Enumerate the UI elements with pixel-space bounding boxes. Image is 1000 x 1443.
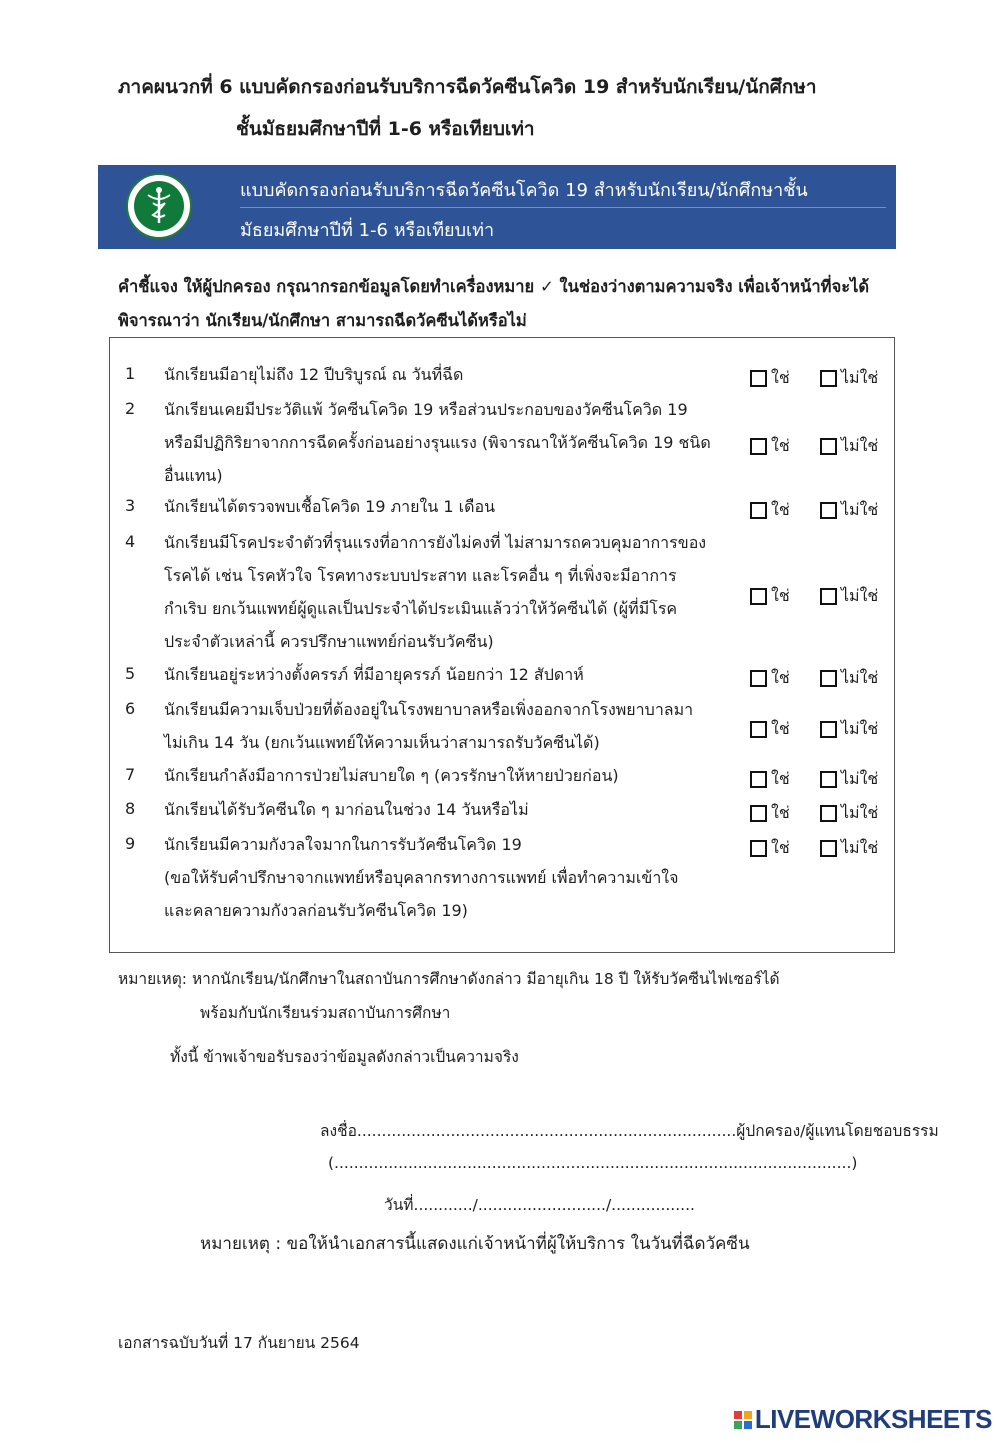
checkbox-yes[interactable] <box>750 721 767 738</box>
checkbox-no[interactable] <box>820 502 837 519</box>
option-no[interactable] <box>820 836 878 861</box>
option-no[interactable] <box>820 767 878 792</box>
checkmark-icon: ✓ <box>539 277 554 296</box>
option-no[interactable] <box>820 801 878 826</box>
question-text-line: นักเรียนอยู่ระหว่างตั้งครรภ์ ที่มีอายุครรภ์ น้อยกว่า 12 สัปดาห์ <box>164 665 584 684</box>
option-label-yes: ใช่ <box>771 368 790 387</box>
option-yes[interactable] <box>750 434 790 459</box>
question-text <box>164 490 724 523</box>
question-text-line: นักเรียนได้ตรวจพบเชื้อโควิด 19 ภายใน 1 เดือน <box>164 497 496 516</box>
question-text-line: นักเรียนมีอายุไม่ถึง 12 ปีบริบูรณ์ ณ วันที่ฉีด <box>164 365 464 384</box>
question-text-line: นักเรียนได้รับวัคซีนใด ๆ มาก่อนในช่วง 14 วันหรือไม่ <box>164 800 529 819</box>
option-no[interactable] <box>820 434 878 459</box>
option-label-no: ไม่ใช่ <box>841 436 879 455</box>
option-no[interactable] <box>820 366 878 391</box>
question-text <box>164 526 724 658</box>
ministry-of-public-health-logo-icon <box>126 173 192 239</box>
checkbox-yes[interactable] <box>750 370 767 387</box>
screening-questions-box <box>109 337 895 953</box>
option-label-yes: ใช่ <box>771 719 790 738</box>
question-text-line: (ขอให้รับคำปรึกษาจากแพทย์หรือบุคลากรทางการแพทย์ เพื่อทำความเข้าใจ <box>164 868 679 887</box>
checkbox-yes[interactable] <box>750 438 767 455</box>
option-yes[interactable] <box>750 584 790 609</box>
liveworksheets-watermark <box>734 1404 992 1435</box>
question-text-line: ไม่เกิน 14 วัน (ยกเว้นแพทย์ให้ความเห็นว่าสามารถรับวัคซีนได้) <box>164 733 600 752</box>
option-label-no: ไม่ใช่ <box>841 668 879 687</box>
banner-title-line-2: มัธยมศึกษาปีที่ 1-6 หรือเทียบเท่า <box>240 220 495 241</box>
question-number: 4 <box>125 532 136 551</box>
question-text <box>164 658 724 691</box>
document-date: เอกสารฉบับวันที่ 17 กันยายน 2564 <box>118 1334 360 1352</box>
question-text-line: หรือมีปฏิกิริยาจากการฉีดครั้งก่อนอย่างรุนแรง (พิจารณาให้วัคซีนโควิด 19 ชนิด <box>164 433 711 452</box>
instructions-line-1 <box>118 274 869 300</box>
option-yes[interactable] <box>750 666 790 691</box>
option-label-no: ไม่ใช่ <box>841 838 879 857</box>
checkbox-yes[interactable] <box>750 502 767 519</box>
question-text-line: นักเรียนมีโรคประจำตัวที่รุนแรงที่อาการยังไม่คงที่ ไม่สามารถควบคุมอาการของ <box>164 533 707 552</box>
question-number: 2 <box>125 399 136 418</box>
option-no[interactable] <box>820 717 878 742</box>
question-text-line: ประจำตัวเหล่านี้ ควรปรึกษาแพทย์ก่อนรับวัคซีน) <box>164 632 494 651</box>
question-number: 7 <box>125 765 136 784</box>
question-text-line: และคลายความกังวลก่อนรับวัคซีนโควิด 19) <box>164 901 468 920</box>
question-text <box>164 693 724 759</box>
option-label-no: ไม่ใช่ <box>841 719 879 738</box>
question-number: 1 <box>125 364 136 383</box>
checkbox-no[interactable] <box>820 771 837 788</box>
option-no[interactable] <box>820 584 878 609</box>
option-label-yes: ใช่ <box>771 803 790 822</box>
question-text <box>164 393 724 492</box>
note-line-2: พร้อมกับนักเรียนร่วมสถาบันการศึกษา <box>200 1004 451 1022</box>
option-label-no: ไม่ใช่ <box>841 586 879 605</box>
option-yes[interactable] <box>750 717 790 742</box>
option-yes[interactable] <box>750 366 790 391</box>
checkbox-no[interactable] <box>820 805 837 822</box>
question-text-line: อื่นแทน) <box>164 466 223 485</box>
watermark-text: LIVEWORKSHEETS <box>754 1404 992 1434</box>
option-label-yes: ใช่ <box>771 500 790 519</box>
option-label-no: ไม่ใช่ <box>841 368 879 387</box>
checkbox-no[interactable] <box>820 370 837 387</box>
question-text <box>164 759 724 792</box>
instructions-text-after-tick: ในช่องว่างตามความจริง เพื่อเจ้าหน้าที่จะได้ <box>559 277 870 296</box>
certification-statement: ทั้งนี้ ข้าพเจ้าขอรับรองว่าข้อมูลดังกล่าวเป็นความจริง <box>170 1048 519 1066</box>
guardian-signature-line[interactable]: ลงชื่อ.............................................................................ผู้ปกครอง/ผู้แทนโดยชอบธรรม <box>320 1122 939 1140</box>
liveworksheets-logo-icon <box>734 1411 752 1429</box>
question-number: 8 <box>125 799 136 818</box>
option-label-yes: ใช่ <box>771 436 790 455</box>
question-text-line: กำเริบ ยกเว้นแพทย์ผู้ดูแลเป็นประจำได้ประเมินแล้วว่าให้วัคซีนได้ (ผู้ที่มีโรค <box>164 599 678 618</box>
question-text-line: โรคได้ เช่น โรคหัวใจ โรคทางระบบประสาท และโรคอื่น ๆ ที่เพิ่งจะมีอาการ <box>164 566 677 585</box>
submission-note: หมายเหตุ : ขอให้นำเอกสารนี้แสดงแก่เจ้าหน้าที่ผู้ให้บริการ ในวันที่ฉีดวัคซีน <box>200 1234 750 1254</box>
option-label-yes: ใช่ <box>771 668 790 687</box>
option-yes[interactable] <box>750 836 790 861</box>
option-label-no: ไม่ใช่ <box>841 769 879 788</box>
option-label-yes: ใช่ <box>771 769 790 788</box>
option-label-no: ไม่ใช่ <box>841 500 879 519</box>
instructions-text-before-tick: คำชี้แจง ให้ผู้ปกครอง กรุณากรอกข้อมูลโดยทำเครื่องหมาย <box>118 277 535 296</box>
checkbox-no[interactable] <box>820 588 837 605</box>
page-title-line-1: ภาคผนวกที่ 6 แบบคัดกรองก่อนรับบริการฉีดวัคซีนโควิด 19 สำหรับนักเรียน/นักศึกษา <box>118 76 817 98</box>
question-number: 5 <box>125 664 136 683</box>
question-text <box>164 358 724 391</box>
checkbox-yes[interactable] <box>750 805 767 822</box>
banner-title-line-1: แบบคัดกรองก่อนรับบริการฉีดวัคซีนโควิด 19 สำหรับนักเรียน/นักศึกษาชั้น <box>240 180 808 201</box>
option-no[interactable] <box>820 666 878 691</box>
option-label-yes: ใช่ <box>771 586 790 605</box>
signature-date-line[interactable]: วันที่............/........................../................. <box>384 1196 695 1214</box>
banner-divider <box>240 207 886 208</box>
instructions-line-2: พิจารณาว่า นักเรียน/นักศึกษา สามารถฉีดวัคซีนได้หรือไม่ <box>118 311 527 330</box>
question-number: 9 <box>125 834 136 853</box>
question-number: 3 <box>125 496 136 515</box>
checkbox-no[interactable] <box>820 438 837 455</box>
guardian-name-line[interactable]: (.........................................................................................................) <box>328 1154 858 1172</box>
question-text-line: นักเรียนกำลังมีอาการป่วยไม่สบายใด ๆ (ควรรักษาให้หายป่วยก่อน) <box>164 766 619 785</box>
checkbox-no[interactable] <box>820 721 837 738</box>
checkbox-yes[interactable] <box>750 670 767 687</box>
note-line-1: หมายเหตุ: หากนักเรียน/นักศึกษาในสถาบันการศึกษาดังกล่าว มีอายุเกิน 18 ปี ให้รับวัคซีนไฟเซอร์ได้ <box>118 970 780 988</box>
option-no[interactable] <box>820 498 878 523</box>
option-label-yes: ใช่ <box>771 838 790 857</box>
option-yes[interactable] <box>750 498 790 523</box>
checkbox-yes[interactable] <box>750 840 767 857</box>
option-yes[interactable] <box>750 801 790 826</box>
question-text <box>164 793 724 826</box>
option-label-no: ไม่ใช่ <box>841 803 879 822</box>
option-yes[interactable] <box>750 767 790 792</box>
page-title-line-2: ชั้นมัธยมศึกษาปีที่ 1-6 หรือเทียบเท่า <box>236 118 535 140</box>
question-text-line: นักเรียนมีความเจ็บป่วยที่ต้องอยู่ในโรงพยาบาลหรือเพิ่งออกจากโรงพยาบาลมา <box>164 700 694 719</box>
question-text-line: นักเรียนเคยมีประวัติแพ้ วัคซีนโควิด 19 หรือส่วนประกอบของวัคซีนโควิด 19 <box>164 400 688 419</box>
checkbox-no[interactable] <box>820 670 837 687</box>
checkbox-no[interactable] <box>820 840 837 857</box>
question-text-line: นักเรียนมีความกังวลใจมากในการรับวัคซีนโควิด 19 <box>164 835 522 854</box>
checkbox-yes[interactable] <box>750 588 767 605</box>
question-text <box>164 828 724 927</box>
form-banner <box>98 165 896 249</box>
question-number: 6 <box>125 699 136 718</box>
checkbox-yes[interactable] <box>750 771 767 788</box>
